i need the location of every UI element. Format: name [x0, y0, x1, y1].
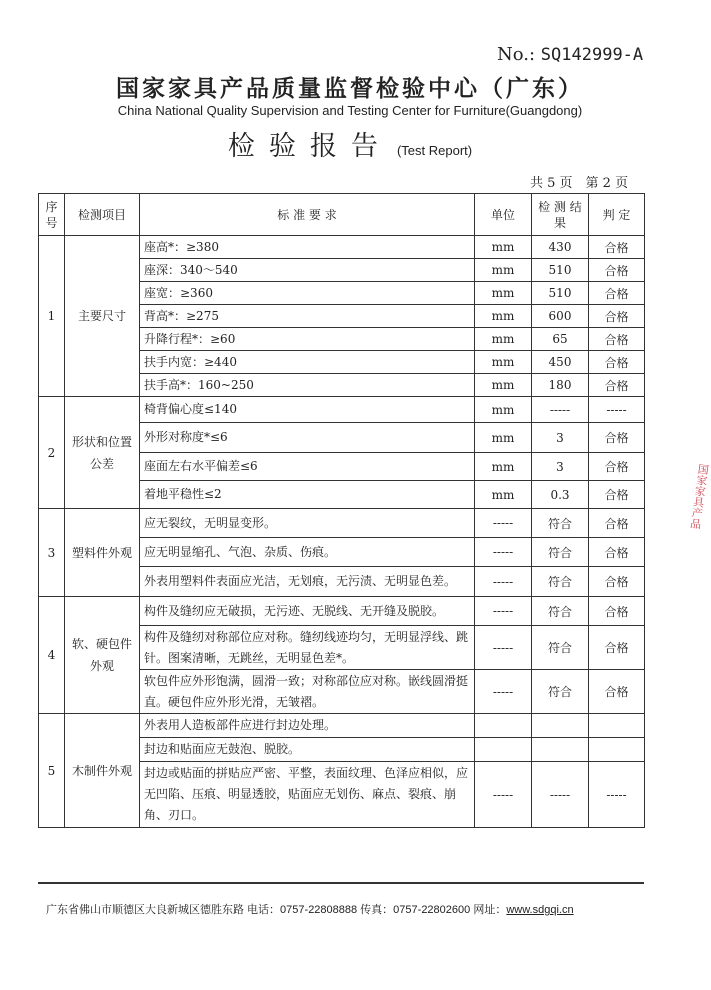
cell-judgement: 合格 — [589, 351, 645, 374]
report-title — [0, 124, 700, 163]
group-item: 软、硬包件外观 — [65, 597, 140, 714]
cell-unit: mm — [475, 282, 532, 305]
cell-standard: 座面左右水平偏差≤6 — [140, 453, 475, 481]
report-number-label: No.: — [497, 44, 536, 65]
cell-judgement — [589, 738, 645, 762]
cell-judgement: 合格 — [589, 626, 645, 670]
cell-unit: mm — [475, 236, 532, 259]
group-item: 木制件外观 — [65, 714, 140, 828]
header-unit: 单位 — [475, 194, 532, 236]
header-judgement: 判 定 — [589, 194, 645, 236]
cell-unit: mm — [475, 328, 532, 351]
cell-unit: mm — [475, 397, 532, 423]
cell-standard: 着地平稳性≤2 — [140, 481, 475, 509]
cell-standard: 背高*：≥275 — [140, 305, 475, 328]
report-number-value: SQ142999-A — [540, 45, 644, 65]
group-item: 主要尺寸 — [65, 236, 140, 397]
cell-judgement: 合格 — [589, 236, 645, 259]
cell-standard: 座深：340～540 — [140, 259, 475, 282]
cell-result: 430 — [532, 236, 589, 259]
cell-result: 符合 — [532, 538, 589, 567]
cell-standard: 封边或贴面的拼贴应严密、平整，表面纹理、色泽应相似，应无凹陷、压痕、明显透胶，贴面应无划伤、麻点、裂痕、崩角、刃口。 — [140, 762, 475, 828]
cell-judgement: 合格 — [589, 282, 645, 305]
cell-judgement: 合格 — [589, 567, 645, 597]
cell-result: 3 — [532, 453, 589, 481]
header-item: 检测项目 — [65, 194, 140, 236]
cell-result: ----- — [532, 397, 589, 423]
group-seq: 1 — [39, 236, 65, 397]
cell-unit: ----- — [475, 538, 532, 567]
header-result: 检 测 结 果 — [532, 194, 589, 236]
cell-result — [532, 714, 589, 738]
table-header-row — [39, 194, 645, 236]
cell-unit: ----- — [475, 762, 532, 828]
cell-unit: ----- — [475, 567, 532, 597]
cell-judgement: 合格 — [589, 538, 645, 567]
cell-standard: 构件及缝纫对称部位应对称。缝纫线迹均匀，无明显浮线、跳针。图案清晰，无跳丝，无明显色差*。 — [140, 626, 475, 670]
cell-unit: mm — [475, 305, 532, 328]
table-row — [39, 597, 645, 626]
cell-standard: 椅背偏心度≤140 — [140, 397, 475, 423]
cell-judgement: 合格 — [589, 453, 645, 481]
cell-unit — [475, 738, 532, 762]
cell-standard: 构件及缝纫应无破损，无污迹、无脱线、无开缝及脱胶。 — [140, 597, 475, 626]
cell-result: 3 — [532, 423, 589, 453]
footer-url: www.sdgqi.cn — [506, 904, 574, 916]
inspection-stamp: 国家家具产品 — [688, 462, 711, 530]
group-seq: 5 — [39, 714, 65, 828]
cell-judgement: 合格 — [589, 374, 645, 397]
cell-result: 符合 — [532, 597, 589, 626]
cell-unit: ----- — [475, 626, 532, 670]
cell-standard: 外表用塑料件表面应光洁，无划痕，无污渍、无明显色差。 — [140, 567, 475, 597]
header-standard: 标 准 要 求 — [140, 194, 475, 236]
table-body — [39, 236, 645, 828]
report-number — [497, 44, 643, 65]
cell-result: 450 — [532, 351, 589, 374]
table-row — [39, 397, 645, 423]
cell-unit: mm — [475, 351, 532, 374]
cell-result — [532, 738, 589, 762]
group-seq: 3 — [39, 509, 65, 597]
cell-standard: 外表用人造板部件应进行封边处理。 — [140, 714, 475, 738]
group-item: 形状和位置公差 — [65, 397, 140, 509]
page-indicator: 共 5 页 第 2 页 — [530, 176, 629, 191]
footer — [46, 901, 574, 917]
cell-result: ----- — [532, 762, 589, 828]
table-row — [39, 236, 645, 259]
report-title-en: (Test Report) — [396, 143, 473, 158]
cell-standard: 座高*：≥380 — [140, 236, 475, 259]
organization-name-cn: 国家家具产品质量监督检验中心（广东） — [116, 75, 584, 102]
cell-judgement: ----- — [589, 762, 645, 828]
cell-standard: 应无裂纹，无明显变形。 — [140, 509, 475, 538]
cell-judgement: 合格 — [589, 259, 645, 282]
cell-judgement: 合格 — [589, 509, 645, 538]
group-item: 塑料件外观 — [65, 509, 140, 597]
cell-judgement: 合格 — [589, 481, 645, 509]
footer-address: 广东省佛山市顺德区大良新城区德胜东路 电话：0757-22808888 传真：0757-22802600 网址： — [46, 904, 507, 916]
cell-result: 600 — [532, 305, 589, 328]
cell-result: 180 — [532, 374, 589, 397]
cell-unit: ----- — [475, 670, 532, 714]
report-title-cn: 检验报告 — [227, 131, 392, 162]
cell-unit: ----- — [475, 509, 532, 538]
inspection-table — [38, 193, 645, 828]
group-seq: 4 — [39, 597, 65, 714]
cell-standard: 封边和贴面应无鼓泡、脱胶。 — [140, 738, 475, 762]
cell-result: 符合 — [532, 626, 589, 670]
cell-unit: mm — [475, 374, 532, 397]
cell-unit: mm — [475, 453, 532, 481]
table-row — [39, 714, 645, 738]
cell-standard: 扶手高*：160~250 — [140, 374, 475, 397]
cell-result: 符合 — [532, 509, 589, 538]
cell-judgement: 合格 — [589, 305, 645, 328]
cell-standard: 座宽：≥360 — [140, 282, 475, 305]
cell-standard: 外形对称度*≤6 — [140, 423, 475, 453]
cell-unit: mm — [475, 259, 532, 282]
cell-unit: mm — [475, 481, 532, 509]
cell-standard: 软包件应外形饱满，圆滑一致；对称部位应对称。嵌线圆滑挺直。硬包件应外形光滑，无皱褶。 — [140, 670, 475, 714]
cell-result: 符合 — [532, 670, 589, 714]
table-row — [39, 509, 645, 538]
cell-unit: ----- — [475, 597, 532, 626]
cell-judgement: 合格 — [589, 328, 645, 351]
cell-judgement: ----- — [589, 397, 645, 423]
cell-standard: 扶手内宽：≥440 — [140, 351, 475, 374]
cell-unit: mm — [475, 423, 532, 453]
cell-judgement: 合格 — [589, 423, 645, 453]
group-seq: 2 — [39, 397, 65, 509]
cell-judgement: 合格 — [589, 597, 645, 626]
cell-judgement: 合格 — [589, 670, 645, 714]
cell-unit — [475, 714, 532, 738]
cell-standard: 应无明显缩孔、气泡、杂质、伤痕。 — [140, 538, 475, 567]
cell-standard: 升降行程*：≥60 — [140, 328, 475, 351]
footer-divider — [38, 882, 644, 884]
cell-result: 510 — [532, 259, 589, 282]
cell-judgement — [589, 714, 645, 738]
cell-result: 65 — [532, 328, 589, 351]
cell-result: 510 — [532, 282, 589, 305]
cell-result: 0.3 — [532, 481, 589, 509]
header-seq: 序号 — [39, 194, 65, 236]
cell-result: 符合 — [532, 567, 589, 597]
organization-name-en: China National Quality Supervision and Testing Center for Furniture(Guangdong) — [117, 103, 583, 118]
